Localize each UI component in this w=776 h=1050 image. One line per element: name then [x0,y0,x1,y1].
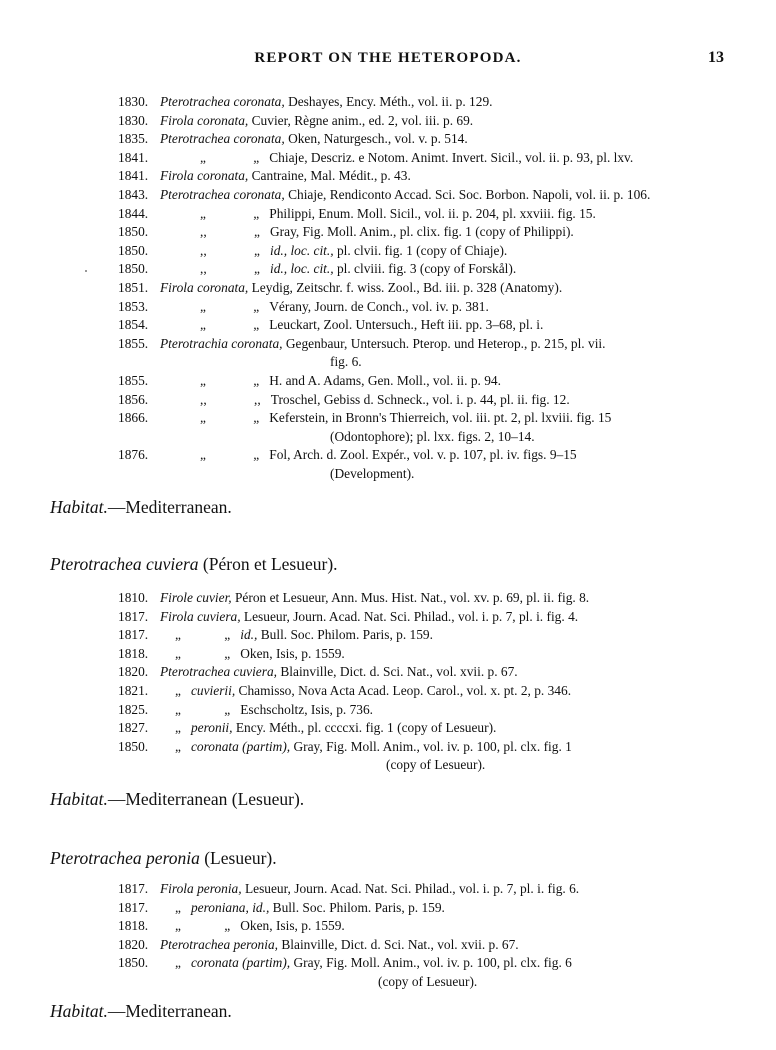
reference-text: pl. clviii. fig. 3 (copy of Forskål). [333,261,517,277]
synonym-reference [160,130,468,149]
reference-text: Bull. Soc. Philom. Paris, p. 159. [257,627,433,643]
synonym-entry [0,93,776,112]
synonym-year: 1825. [118,701,149,717]
synonym-entry [0,260,776,279]
habitat-label: Habitat. [50,1001,108,1021]
taxon-name: Firole cuvier, [160,590,232,605]
reference-text: Cantraine, Mal. Médit., p. 43. [248,168,411,184]
synonym-entry [0,738,776,757]
ditto-marks: „ „ [200,447,260,463]
synonym-year: 1821. [118,683,149,698]
taxon-name: Pterotrachea cuviera, [160,664,278,680]
ditto-marks: „ „ [175,918,231,934]
habitat-coronata [50,497,232,518]
synonym-reference [160,589,589,608]
synonym-reference [200,149,633,168]
species-heading-cuviera [50,554,338,575]
species-heading-peronia [50,848,277,869]
synonym-year: 1817. [118,881,149,896]
synonym-reference [160,112,473,131]
reference-italic: id., loc. cit., [270,261,334,277]
synonym-entry [0,316,776,335]
synonym-year: 1855. [118,373,149,388]
synonym-reference [160,335,606,354]
synonym-entry [0,391,776,410]
reference-text: Gray, Fig. Moll. Anim., vol. iv. p. 100, pl. clx. fig. 1 [290,738,572,754]
synonym-year: 1810. [118,590,149,605]
synonym-year: 1817. [118,627,149,643]
reference-text: Chiaje, Descriz. e Notom. Animt. Invert. Sicil., vol. ii. p. 93, pl. lxv. [269,149,634,165]
synonym-reference [175,626,433,645]
synonym-year: 1850. [118,738,149,754]
synonym-year: 1841. [118,168,149,184]
synonym-entry [0,719,776,738]
synonym-reference [175,701,373,720]
synonym-entry [0,663,776,682]
synonym-entry [0,186,776,205]
synonym-entry [0,899,776,918]
reference-text: Keferstein, in Bronn's Thierreich, vol. iii. pt. 2, pl. lxviii. fig. 15 [269,410,612,426]
synonym-reference [175,645,345,664]
species-author: (Péron et Lesueur). [198,554,338,574]
synonym-entry [0,954,776,973]
reference-text: Gray, Fig. Moll. Anim., vol. iv. p. 100, pl. clx. fig. 6 [290,955,572,971]
synonym-entry [0,917,776,936]
synonym-reference [175,738,572,757]
synonym-entry [0,880,776,899]
synonym-reference [160,880,579,899]
ditto-marks: „ „ [200,410,260,426]
synonym-entry [0,682,776,701]
reference-text: Bull. Soc. Philom. Paris, p. 159. [269,899,445,915]
reference-text: Chiaje, Rendiconto Accad. Sci. Soc. Borbon. Napoli, vol. ii. p. 106. [284,187,651,202]
reference-text: Chamisso, Nova Acta Acad. Leop. Carol., vol. x. pt. 2, p. 346. [235,683,572,698]
synonym-reference [200,409,611,428]
synonym-year: 1820. [118,936,149,952]
synonym-reference [200,316,543,335]
reference-text: Leydig, Zeitschr. f. wiss. Zool., Bd. iii. p. 328 (Anatomy). [248,280,563,295]
taxon-name: Pterotrachea coronata, [160,187,285,202]
ditto-marks: „ „ [175,701,231,717]
synonym-year: 1850. [118,261,149,277]
ditto-marks: „ [175,899,181,915]
reference-text: Oken, Isis, p. 1559. [240,918,345,934]
ditto-marks: „ [175,720,181,736]
synonym-reference [160,93,493,112]
synonym-reference [200,205,596,224]
ditto-marks: „ „ [200,149,260,165]
synonym-reference [160,186,650,205]
habitat-cuviera [50,789,304,810]
synonym-reference [200,298,489,317]
ditto-marks: „ [175,683,181,698]
reference-text: Lesueur, Journ. Acad. Nat. Sci. Philad., vol. i. p. 7, pl. i. fig. 4. [240,608,579,624]
habitat-label: Habitat. [50,789,108,809]
synonym-reference [200,391,570,410]
habitat-text: —Mediterranean. [107,497,232,517]
synonym-year: 1850. [118,224,149,240]
reference-text: Philippi, Enum. Moll. Sicil., vol. ii. p. 204, pl. xxviii. fig. 15. [269,205,596,221]
ditto-marks: „ [175,955,181,971]
habitat-text: —Mediterranean. [107,1001,232,1021]
reference-text: Lesueur, Journ. Acad. Nat. Sci. Philad., vol. i. p. 7, pl. i. fig. 6. [241,881,580,896]
page-header [0,50,776,72]
synonym-entry [0,242,776,261]
synonym-reference [160,279,562,298]
taxon-name: Firola coronata, [160,112,249,128]
synonym-year: 1844. [118,205,149,221]
synonym-reference [175,954,572,973]
ditto-marks: „ [175,738,181,754]
reference-text: Blainville, Dict. d. Sci. Nat., vol. xvii. p. 67. [277,664,518,680]
synonym-reference [160,663,518,682]
reference-text: Gegenbaur, Untersuch. Pterop. und Heterop., p. 215, pl. vii. [282,335,606,351]
synonym-reference [160,608,578,627]
synonym-reference [175,682,571,701]
synonym-entry [0,589,776,608]
ditto-marks: ,, ,, [200,391,261,407]
reference-text: Troschel, Gebiss d. Schneck., vol. i. p. 44, pl. ii. fig. 12. [270,391,570,407]
reference-italic: id., [240,627,258,643]
synonym-reference [200,446,577,465]
taxon-name: Pterotrachea coronata, [160,94,285,109]
ditto-marks: „ „ [200,373,260,388]
synonym-year: 1817. [118,899,149,915]
taxon-name: Firola cuviera, [160,608,241,624]
synonym-year: 1843. [118,187,149,202]
synonym-year: 1851. [118,280,149,295]
synonym-year: 1850. [118,955,149,971]
taxon-name: Pterotrachea coronata, [160,131,285,147]
reference-text: Vérany, Journ. de Conch., vol. iv. p. 381. [269,298,489,314]
ditto-marks: „ „ [200,317,260,333]
synonym-reference [200,372,501,391]
reference-continuation: (Development). [330,466,415,481]
ditto-marks: ,, „ [200,224,260,240]
habitat-peronia [50,1001,232,1022]
reference-text: Ency. Méth., pl. ccccxi. fig. 1 (copy of Lesueur). [232,720,497,736]
reference-text: Péron et Lesueur, Ann. Mus. Hist. Nat., vol. xv. p. 69, pl. ii. fig. 8. [231,590,590,605]
synonym-year: 1827. [118,720,149,736]
ditto-marks: ,, „ [200,261,260,277]
synonym-entry [0,112,776,131]
synonym-entry [0,626,776,645]
synonym-reference [200,260,516,279]
reference-italic: coronata (partim), [190,738,291,754]
taxon-name: Pterotrachia coronata, [160,335,283,351]
synonym-entry [0,936,776,955]
synonym-entry [0,205,776,224]
synonym-year: 1830. [118,112,149,128]
reference-text: H. and A. Adams, Gen. Moll., vol. ii. p. 94. [269,373,501,388]
synonym-entry [0,167,776,186]
synonym-year: 1856. [118,391,149,407]
page-number: 13 [708,49,724,66]
synonym-entry [0,701,776,720]
habitat-label: Habitat. [50,497,108,517]
taxon-name: Firola coronata, [160,280,249,295]
reference-text: Fol, Arch. d. Zool. Expér., vol. v. p. 107, pl. iv. figs. 9–15 [269,447,577,463]
reference-italic: peroniana, id., [190,899,270,915]
synonym-reference [175,917,345,936]
synonym-entry [0,130,776,149]
synonym-entry [0,608,776,627]
synonym-year: 1866. [118,410,149,426]
ditto-marks: „ „ [175,645,231,661]
synonym-entry [0,645,776,664]
synonym-year: 1818. [118,918,149,934]
taxon-name: Pterotrachea peronia, [160,936,279,952]
synonym-entry [0,372,776,391]
ditto-marks: ,, „ [200,242,260,258]
synonym-entry [0,409,776,428]
synonym-reference [160,936,519,955]
reference-text: Gray, Fig. Moll. Anim., pl. clix. fig. 1 (copy of Philippi). [270,224,574,240]
synonym-year: 1841. [118,149,149,165]
synonym-reference [160,167,411,186]
reference-continuation: (copy of Lesueur). [386,757,486,773]
taxon-name: Firola peronia, [160,881,242,896]
reference-text: Eschscholtz, Isis, p. 736. [240,701,374,717]
reference-italic: cuvierii, [190,683,236,698]
reference-text: pl. clvii. fig. 1 (copy of Chiaje). [333,242,508,258]
synonym-entry [0,335,776,354]
reference-text: Deshayes, Ency. Méth., vol. ii. p. 129. [284,94,493,109]
synonym-year: 1854. [118,317,149,333]
reference-italic: coronata (partim), [190,955,291,971]
synonym-entry [0,298,776,317]
synonym-reference [175,899,445,918]
reference-italic: peronii, [190,720,233,736]
reference-continuation: (Odontophore); pl. lxx. figs. 2, 10–14. [330,428,535,444]
synonym-year: 1850. [118,242,149,258]
synonym-entry [0,223,776,242]
synonym-reference [175,719,496,738]
synonym-entry [0,279,776,298]
reference-text: Cuvier, Règne anim., ed. 2, vol. iii. p. 69. [248,112,474,128]
taxon-name: Firola coronata, [160,168,249,184]
reference-text: Blainville, Dict. d. Sci. Nat., vol. xvii. p. 67. [278,936,519,952]
synonym-year: 1853. [118,298,149,314]
synonym-entry [0,446,776,465]
species-name: Pterotrachea cuviera [50,554,199,574]
synonym-year: 1818. [118,645,149,661]
ditto-marks: „ „ [200,298,260,314]
habitat-text: —Mediterranean (Lesueur). [107,789,305,809]
reference-text: Oken, Isis, p. 1559. [240,645,345,661]
ditto-marks: „ „ [200,205,260,221]
reference-text: Oken, Naturgesch., vol. v. p. 514. [284,131,468,147]
synonym-entry [0,149,776,168]
species-name: Pterotrachea peronia [50,848,200,868]
synonym-year: 1855. [118,335,149,351]
running-title: REPORT ON THE HETEROPODA. [254,50,522,66]
ditto-marks: „ „ [175,627,231,643]
synonym-year: 1876. [118,447,149,463]
synonym-year: 1830. [118,94,149,109]
reference-text: Leuckart, Zool. Untersuch., Heft iii. pp. 3–68, pl. i. [269,317,544,333]
synonym-year: 1817. [118,608,149,624]
species-author: (Lesueur). [199,848,277,868]
synonym-reference [200,223,574,242]
synonym-reference [200,242,507,261]
synonym-year: 1835. [118,131,149,147]
reference-continuation: fig. 6. [330,354,362,370]
synonym-year: 1820. [118,664,149,680]
reference-italic: id., loc. cit., [270,242,334,258]
reference-continuation: (copy of Lesueur). [378,974,478,989]
